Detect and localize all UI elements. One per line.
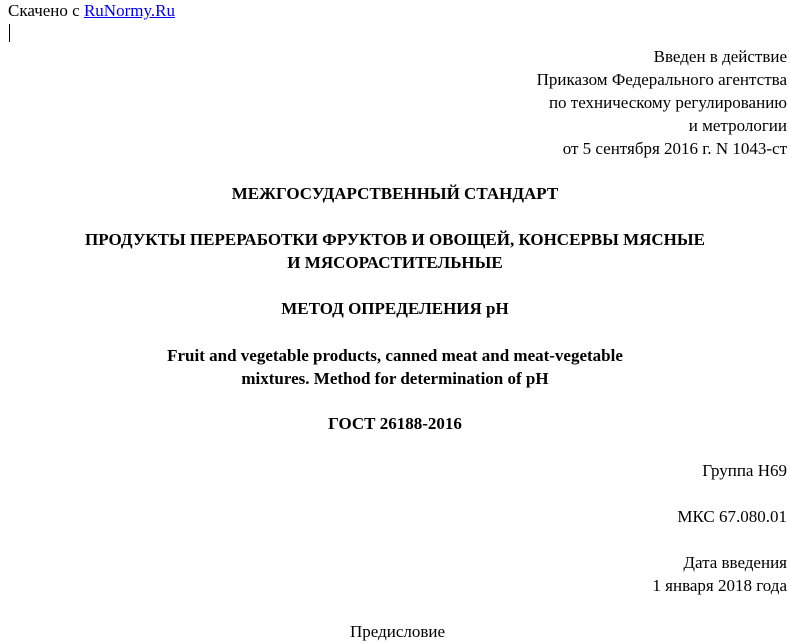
group-code: Группа Н69: [702, 461, 787, 480]
approval-block: [537, 45, 787, 160]
approval-line: Введен в действие: [653, 47, 787, 66]
method-ru-heading: МЕТОД ОПРЕДЕЛЕНИЯ pH: [281, 299, 509, 318]
approval-line: от 5 сентября 2016 г. N 1043-ст: [562, 139, 787, 158]
text-cursor: [9, 24, 10, 42]
title-ru-line-2: И МЯСОРАСТИТЕЛЬНЫЕ: [287, 253, 503, 272]
download-prefix: Скачено с: [8, 1, 84, 20]
mks-code: МКС 67.080.01: [677, 507, 787, 526]
approval-line: и метрологии: [688, 116, 787, 135]
runormy-link[interactable]: RuNormy.Ru: [83, 1, 175, 20]
gost-number: ГОСТ 26188-2016: [328, 414, 462, 433]
title-en-line-1: Fruit and vegetable products, canned meat and meat-vegetable: [167, 346, 623, 365]
introduction-date: 1 января 2018 года: [652, 576, 787, 595]
title-ru-line-1: ПРОДУКТЫ ПЕРЕРАБОТКИ ФРУКТОВ И ОВОЩЕЙ, КОНСЕРВЫ МЯСНЫЕ: [85, 230, 705, 249]
title-en-line-2: mixtures. Method for determination of pH: [241, 369, 549, 388]
download-source-line: [8, 1, 175, 21]
preface-heading: Предисловие: [349, 622, 446, 641]
introduction-label: Дата введения: [683, 553, 787, 572]
approval-line: Приказом Федерального агентства: [536, 70, 787, 89]
approval-line: по техническому регулированию: [548, 93, 787, 112]
standard-type-heading: МЕЖГОСУДАРСТВЕННЫЙ СТАНДАРТ: [231, 184, 559, 203]
